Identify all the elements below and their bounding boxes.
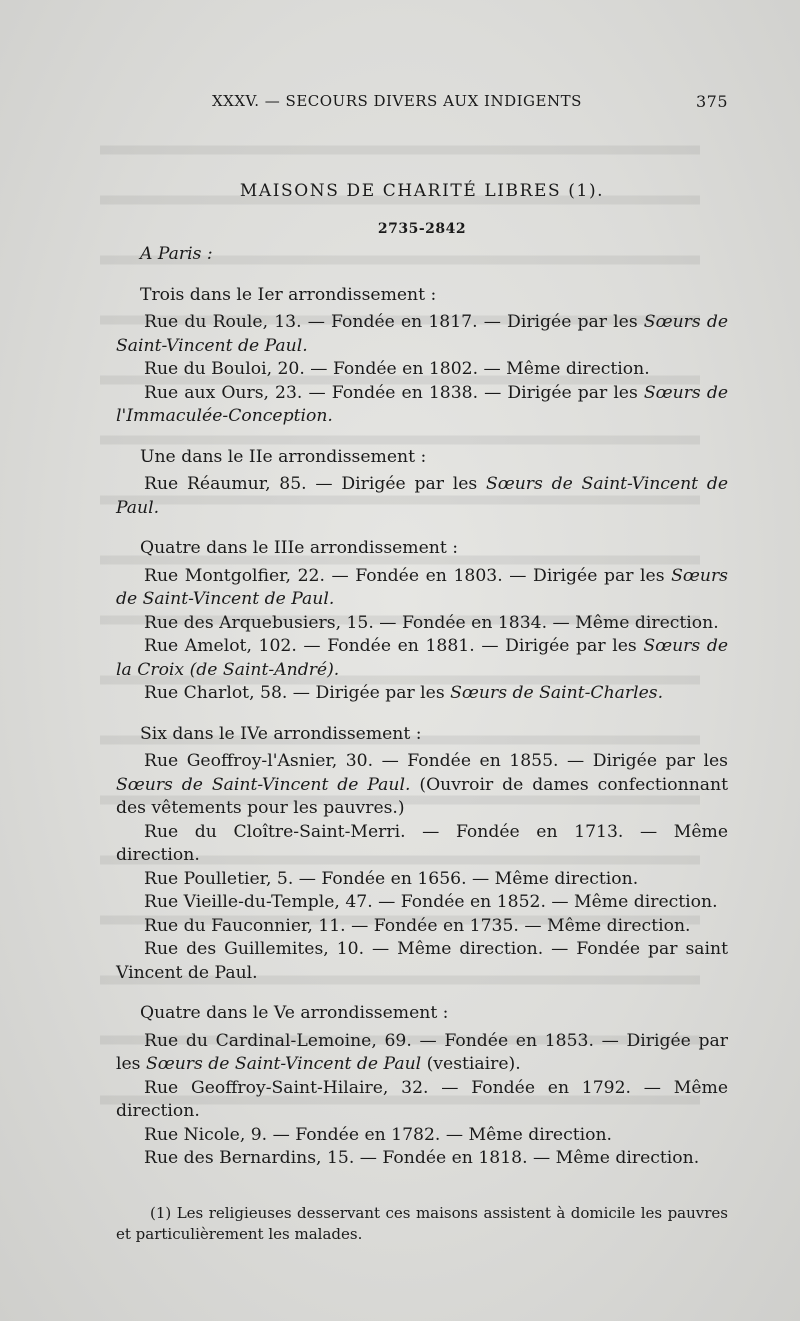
list-item: Rue Poulletier, 5. — Fondée en 1656. — Même direction.: [144, 868, 639, 889]
list-item: Rue des Guillemites, 10. — Même direction. — Fondée par saint Vincent de Paul.: [116, 939, 728, 983]
list-item: Rue Charlot, 58. — Dirigée par les Sœurs de Saint-Charles.: [144, 683, 664, 703]
section-title: MAISONS DE CHARITÉ LIBRES (1).: [239, 181, 605, 201]
arrondissement-heading: Quatre dans le Ve arrondissement :: [140, 1003, 449, 1023]
list-item: Rue des Bernardins, 15. — Fondée en 1818. — Même direction.: [144, 1148, 700, 1168]
list-item: Rue Nicole, 9. — Fondée en 1782. — Même direction.: [144, 1124, 612, 1145]
list-item: Rue du Roule, 13. — Fondée en 1817. — Dirigée par les Sœurs de Saint-Vincent de Paul.: [116, 312, 729, 356]
page-number: 375: [695, 92, 728, 111]
list-item: Rue Montgolfier, 22. — Fondée en 1803. — Dirigée par les Sœurs de Saint-Vincent de Paul.: [116, 565, 728, 609]
running-title: XXXV. — SECOURS DIVERS AUX INDIGENTS: [212, 92, 582, 110]
list-item: Rue Vieille-du-Temple, 47. — Fondée en 1852. — Même direction.: [144, 892, 718, 912]
running-head: [116, 90, 728, 116]
list-item: Rue du Fauconnier, 11. — Fondée en 1735. — Même direction.: [144, 915, 691, 936]
arrondissement-heading: Trois dans le Ier arrondissement :: [140, 284, 437, 305]
arrondissement-heading: Quatre dans le IIIe arrondissement :: [140, 538, 459, 558]
list-item: Rue Amelot, 102. — Fondée en 1881. — Dirigée par les Sœurs de la Croix (de Saint-André).: [116, 636, 728, 680]
arrondissement-5: [116, 1002, 728, 1171]
list-item: Rue Réaumur, 85. — Dirigée par les Sœurs de Saint-Vincent de Paul.: [116, 474, 728, 518]
list-item: Rue Geoffroy-l'Asnier, 30. — Fondée en 1855. — Dirigée par les Sœurs de Saint-Vincent de Paul. (Ouvroir de dames confectionnant des vêtements pour les pauvres.): [116, 751, 728, 818]
arrondissement-4: [116, 723, 728, 986]
arrondissement-heading: Une dans le IIe arrondissement :: [140, 446, 427, 467]
city-label: A Paris :: [140, 244, 213, 264]
list-item: Rue des Arquebusiers, 15. — Fondée en 1834. — Même direction.: [144, 612, 719, 633]
list-item: Rue aux Ours, 23. — Fondée en 1838. — Dirigée par les Sœurs de l'Immaculée-Conception.: [116, 382, 728, 426]
arrondissement-3: [116, 537, 728, 706]
page-content: [116, 90, 728, 1245]
arrondissement-1: [116, 284, 728, 429]
list-item: Rue du Bouloi, 20. — Fondée en 1802. — Même direction.: [144, 359, 650, 379]
arrondissement-2: [116, 446, 728, 521]
list-item: Rue du Cardinal-Lemoine, 69. — Fondée en 1853. — Dirigée par les Sœurs de Saint-Vincent de Paul (vestiaire).: [116, 1030, 728, 1074]
number-range: 2735-2842: [377, 220, 467, 237]
footnote: (1) Les religieuses desservant ces maisons assistent à domicile les pauvres et particulièrement les malades.: [116, 1203, 728, 1243]
list-item: Rue Geoffroy-Saint-Hilaire, 32. — Fondée en 1792. — Même direction.: [116, 1077, 728, 1121]
arrondissement-heading: Six dans le IVe arrondissement :: [140, 723, 422, 744]
list-item: Rue du Cloître-Saint-Merri. — Fondée en 1713. — Même direction.: [116, 821, 728, 865]
